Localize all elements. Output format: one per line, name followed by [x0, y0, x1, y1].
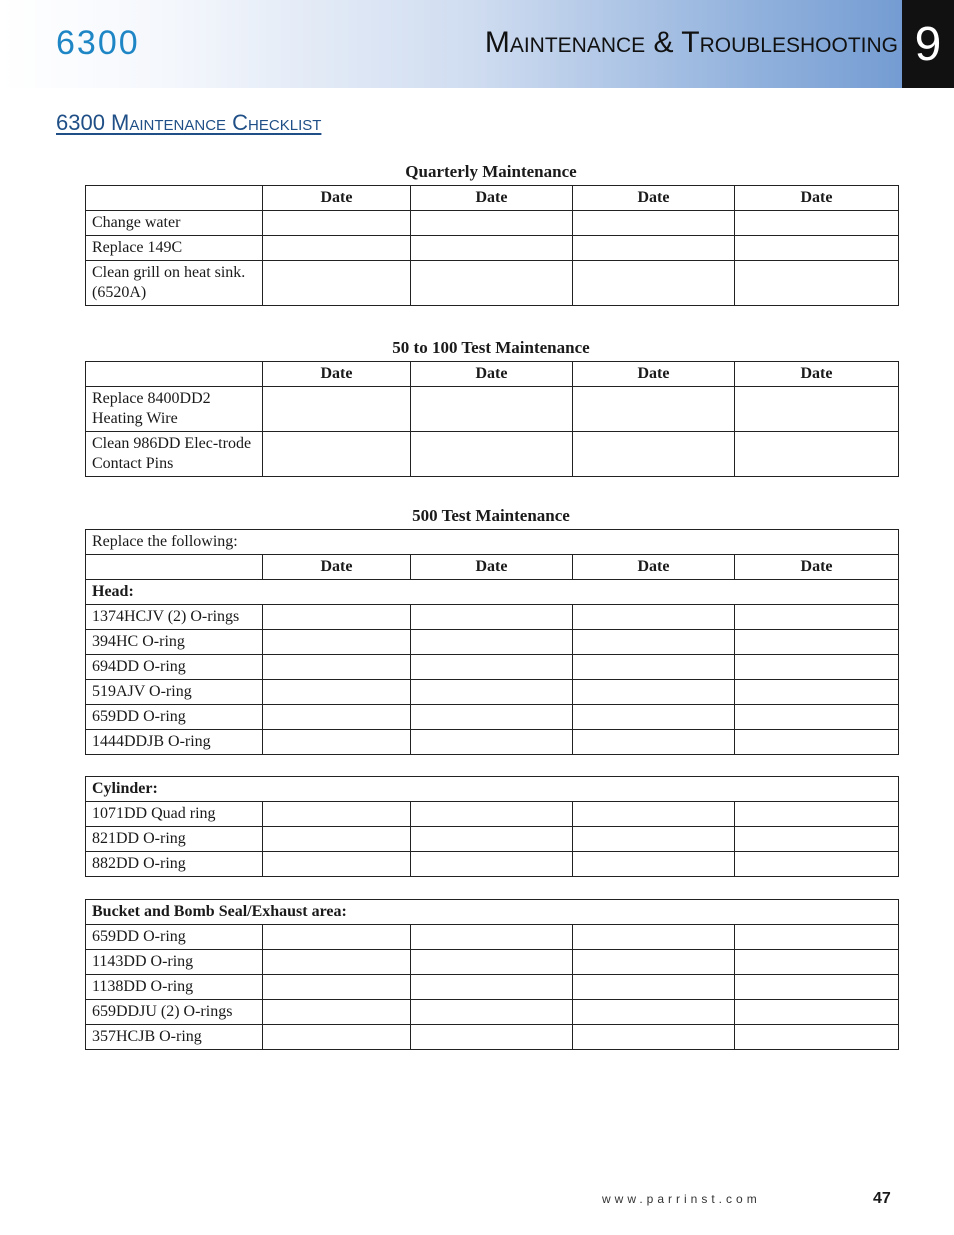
date-cell[interactable] [411, 1000, 573, 1025]
date-cell[interactable] [263, 261, 411, 306]
task-label: Clean 986DD Elec-trode Contact Pins [86, 432, 263, 477]
date-cell[interactable] [263, 925, 411, 950]
date-cell[interactable] [411, 1025, 573, 1050]
date-cell[interactable] [411, 827, 573, 852]
date-cell[interactable] [411, 261, 573, 306]
date-cell[interactable] [263, 802, 411, 827]
test-50-100-table [85, 361, 899, 477]
date-cell[interactable] [573, 630, 735, 655]
date-cell[interactable] [411, 680, 573, 705]
date-header: Date [263, 186, 411, 211]
table-row [86, 630, 899, 655]
table-row [86, 211, 899, 236]
date-cell[interactable] [735, 387, 899, 432]
date-cell[interactable] [411, 925, 573, 950]
date-cell[interactable] [735, 1000, 899, 1025]
date-cell[interactable] [411, 432, 573, 477]
date-cell[interactable] [263, 655, 411, 680]
date-cell[interactable] [573, 680, 735, 705]
date-cell[interactable] [735, 705, 899, 730]
date-cell[interactable] [263, 680, 411, 705]
date-cell[interactable] [411, 802, 573, 827]
part-label: 1444DDJB O-ring [86, 730, 263, 755]
date-cell[interactable] [735, 730, 899, 755]
part-label: 1138DD O-ring [86, 975, 263, 1000]
test-50-100-caption: 50 to 100 Test Maintenance [392, 338, 590, 357]
page-number: 47 [873, 1190, 891, 1207]
table-row [86, 1025, 899, 1050]
group-heading-bucket: Bucket and Bomb Seal/Exhaust area: [86, 900, 899, 925]
date-cell[interactable] [735, 852, 899, 877]
date-cell[interactable] [573, 387, 735, 432]
date-cell[interactable] [573, 950, 735, 975]
date-header: Date [573, 362, 735, 387]
replace-intro: Replace the following: [86, 530, 899, 555]
date-cell[interactable] [735, 605, 899, 630]
date-cell[interactable] [573, 1000, 735, 1025]
part-label: 1143DD O-ring [86, 950, 263, 975]
task-label: Change water [86, 211, 263, 236]
part-label: 394HC O-ring [86, 630, 263, 655]
header-cell [86, 362, 263, 387]
date-cell[interactable] [573, 655, 735, 680]
date-cell[interactable] [263, 705, 411, 730]
date-header: Date [411, 186, 573, 211]
date-cell[interactable] [573, 211, 735, 236]
date-cell[interactable] [735, 802, 899, 827]
table-row [86, 680, 899, 705]
table-header-row [86, 362, 899, 387]
date-cell[interactable] [573, 1025, 735, 1050]
part-label: 357HCJB O-ring [86, 1025, 263, 1050]
header-cell [86, 186, 263, 211]
date-cell[interactable] [735, 827, 899, 852]
part-label: 882DD O-ring [86, 852, 263, 877]
task-label: Replace 149C [86, 236, 263, 261]
date-cell[interactable] [263, 950, 411, 975]
table-row [86, 950, 899, 975]
task-label: Replace 8400DD2 Heating Wire [86, 387, 263, 432]
page-header [0, 0, 954, 88]
part-label: 659DD O-ring [86, 705, 263, 730]
table-row [86, 1000, 899, 1025]
date-cell[interactable] [735, 261, 899, 306]
table-row [86, 852, 899, 877]
date-cell[interactable] [573, 975, 735, 1000]
date-header: Date [263, 362, 411, 387]
table-row [86, 900, 899, 925]
table-header-row [86, 186, 899, 211]
date-cell[interactable] [263, 432, 411, 477]
date-cell[interactable] [263, 605, 411, 630]
date-cell[interactable] [411, 705, 573, 730]
table-row [86, 261, 899, 306]
date-cell[interactable] [735, 950, 899, 975]
date-cell[interactable] [735, 680, 899, 705]
date-cell[interactable] [411, 630, 573, 655]
date-cell[interactable] [411, 387, 573, 432]
date-cell[interactable] [573, 705, 735, 730]
date-cell[interactable] [735, 630, 899, 655]
date-cell[interactable] [411, 950, 573, 975]
table-row [86, 530, 899, 555]
date-cell[interactable] [573, 852, 735, 877]
table-row [86, 236, 899, 261]
date-cell[interactable] [735, 1025, 899, 1050]
model-number: 6300 [56, 24, 140, 62]
group-heading-head: Head: [86, 580, 899, 605]
date-cell[interactable] [411, 730, 573, 755]
date-cell[interactable] [263, 1025, 411, 1050]
test-500-caption: 500 Test Maintenance [412, 506, 570, 525]
date-cell[interactable] [263, 387, 411, 432]
date-header: Date [573, 555, 735, 580]
date-cell[interactable] [573, 730, 735, 755]
date-header: Date [735, 362, 899, 387]
table-row [86, 580, 899, 605]
date-cell[interactable] [735, 432, 899, 477]
date-cell[interactable] [735, 211, 899, 236]
website-url: www.parrinst.com [602, 1192, 761, 1206]
header-cell [86, 555, 263, 580]
group-heading-cylinder: Cylinder: [86, 777, 899, 802]
part-label: 659DD O-ring [86, 925, 263, 950]
date-cell[interactable] [735, 925, 899, 950]
date-header: Date [735, 186, 899, 211]
date-header: Date [263, 555, 411, 580]
chapter-title: Maintenance & Troubleshooting [484, 26, 898, 59]
date-cell[interactable] [573, 802, 735, 827]
table-row [86, 387, 899, 432]
date-cell[interactable] [573, 261, 735, 306]
table-row [86, 777, 899, 802]
part-label: 519AJV O-ring [86, 680, 263, 705]
date-cell[interactable] [263, 852, 411, 877]
table-row [86, 925, 899, 950]
date-cell[interactable] [573, 827, 735, 852]
date-cell[interactable] [735, 236, 899, 261]
test-500-bucket-table [85, 899, 899, 1050]
table-header-row [86, 555, 899, 580]
date-cell[interactable] [263, 211, 411, 236]
date-cell[interactable] [411, 605, 573, 630]
date-header: Date [573, 186, 735, 211]
part-label: 694DD O-ring [86, 655, 263, 680]
date-header: Date [411, 555, 573, 580]
part-label: 1071DD Quad ring [86, 802, 263, 827]
date-cell[interactable] [411, 655, 573, 680]
date-cell[interactable] [263, 827, 411, 852]
part-label: 659DDJU (2) O-rings [86, 1000, 263, 1025]
date-cell[interactable] [573, 432, 735, 477]
date-header: Date [411, 362, 573, 387]
quarterly-table [85, 185, 899, 306]
table-row [86, 432, 899, 477]
part-label: 1374HCJV (2) O-rings [86, 605, 263, 630]
table-row [86, 705, 899, 730]
date-cell[interactable] [263, 730, 411, 755]
test-500-head-table [85, 529, 899, 755]
date-cell[interactable] [411, 236, 573, 261]
date-header: Date [735, 555, 899, 580]
date-cell[interactable] [735, 655, 899, 680]
table-row [86, 730, 899, 755]
table-row [86, 655, 899, 680]
date-cell[interactable] [411, 211, 573, 236]
table-row [86, 605, 899, 630]
table-row [86, 975, 899, 1000]
chapter-number: 9 [902, 0, 954, 88]
date-cell[interactable] [573, 925, 735, 950]
test-500-cylinder-table [85, 776, 899, 877]
date-cell[interactable] [735, 975, 899, 1000]
date-cell[interactable] [263, 975, 411, 1000]
date-cell[interactable] [263, 236, 411, 261]
part-label: 821DD O-ring [86, 827, 263, 852]
date-cell[interactable] [411, 975, 573, 1000]
quarterly-caption: Quarterly Maintenance [405, 162, 577, 181]
date-cell[interactable] [263, 1000, 411, 1025]
date-cell[interactable] [573, 236, 735, 261]
table-row [86, 827, 899, 852]
date-cell[interactable] [263, 630, 411, 655]
date-cell[interactable] [573, 605, 735, 630]
section-title: 6300 Maintenance Checklist [56, 110, 322, 135]
table-row [86, 802, 899, 827]
date-cell[interactable] [411, 852, 573, 877]
task-label: Clean grill on heat sink.(6520A) [86, 261, 263, 306]
